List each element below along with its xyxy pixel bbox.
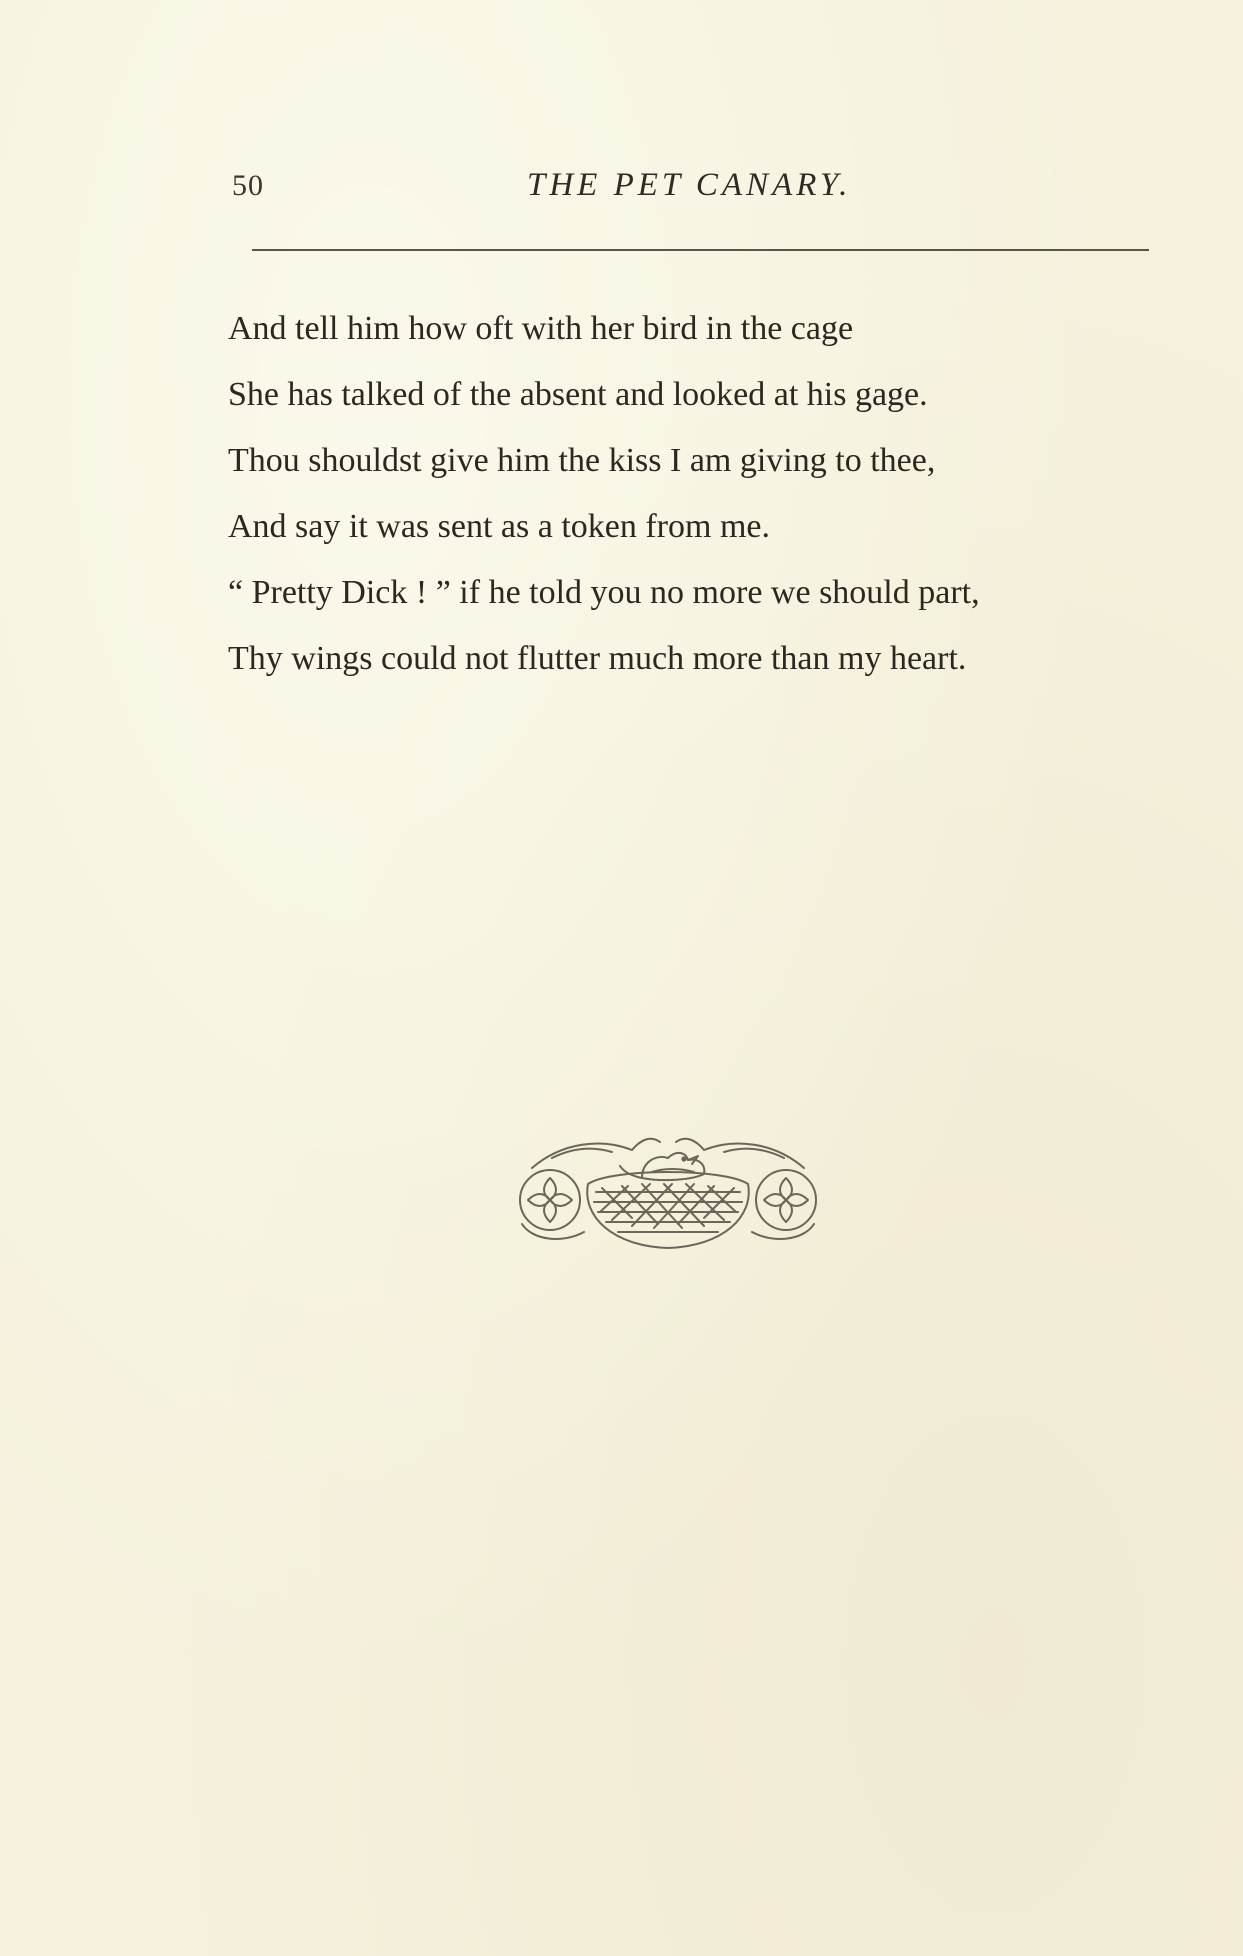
verse-line: “ Pretty Dick ! ” if he told you no more we should part,	[228, 574, 980, 611]
verse-line: And tell him how oft with her bird in the cage	[228, 310, 854, 347]
page-number: 50	[232, 169, 264, 202]
verse-stanza	[228, 296, 1188, 692]
verse-line: Thy wings could not flutter much more than my heart.	[228, 640, 967, 677]
bird-nest-tailpiece-icon	[492, 1128, 844, 1268]
verse-line: Thou shouldst give him the kiss I am giving to thee,	[228, 442, 936, 479]
verse-line: She has talked of the absent and looked at his gage.	[228, 376, 928, 413]
running-title: THE PET CANARY.	[527, 167, 852, 203]
header-rule	[252, 249, 1149, 251]
verse-line: And say it was sent as a token from me.	[228, 508, 770, 545]
page-header	[232, 163, 1152, 213]
